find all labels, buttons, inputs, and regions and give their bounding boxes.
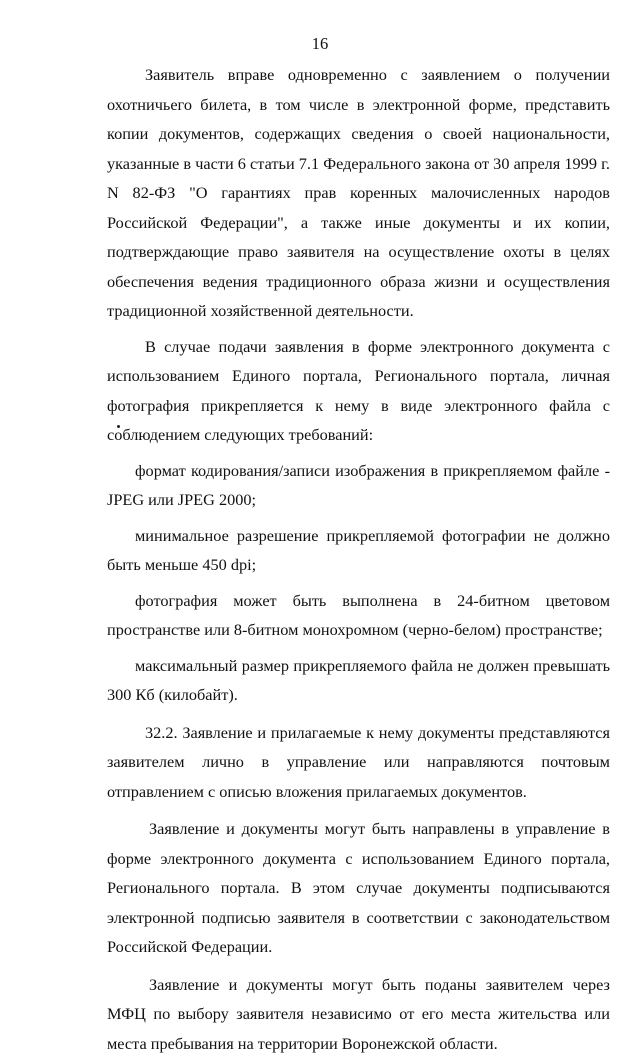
- paragraph-mfc-submission: Заявление и документы могут быть поданы заявителем через МФЦ по выбору заявителя независимо от его места жительства или места пребывания на территории Воронежской области.: [107, 970, 610, 1058]
- requirement-color-space: фотография может быть выполнена в 24-битном цветовом пространстве или 8-битном монохромном (черно-белом) пространстве;: [107, 586, 610, 645]
- page-number: 16: [0, 34, 640, 54]
- paragraph-national-documents: Заявитель вправе одновременно с заявлением о получении охотничьего билета, в том числе в электронной форме, представить копии документов, содержащих сведения о своей национальности, указанные в части 6 статьи 7.1 Федерального закона от 30 апреля 1999 г. N 82-ФЗ "О гарантиях прав коренных малочисленных народов Российской Федерации", а также иные документы и их копии, подтверждающие право заявителя на осуществление охоты в целях обеспечения ведения традиционного образа жизни и осуществления традиционной хозяйственной деятельности.: [107, 60, 610, 326]
- requirement-min-resolution: минимальное разрешение прикрепляемой фотографии не должно быть меньше 450 dpi;: [107, 521, 610, 580]
- document-body: [107, 60, 610, 1058]
- requirement-file-format: формат кодирования/записи изображения в прикрепляемом файле - JPEG или JPEG 2000;: [107, 456, 610, 515]
- paragraph-electronic-photo-requirements: В случае подачи заявления в форме электронного документа с использованием Единого портала, Регионального портала, личная фотография прикрепляется к нему в виде электронного файла с соблюдением следующих требований:: [107, 332, 610, 450]
- paragraph-32-2: 32.2. Заявление и прилагаемые к нему документы представляются заявителем лично в управление или направляются почтовым отправлением с описью вложения прилагаемых документов.: [107, 718, 610, 807]
- paragraph-electronic-submission: Заявление и документы могут быть направлены в управление в форме электронного документа с использованием Единого портала, Регионального портала. В этом случае документы подписываются электронной подписью заявителя в соответствии с законодательством Российской Федерации.: [107, 814, 610, 962]
- requirement-max-file-size: максимальный размер прикрепляемого файла не должен превышать 300 Кб (килобайт).: [107, 651, 610, 710]
